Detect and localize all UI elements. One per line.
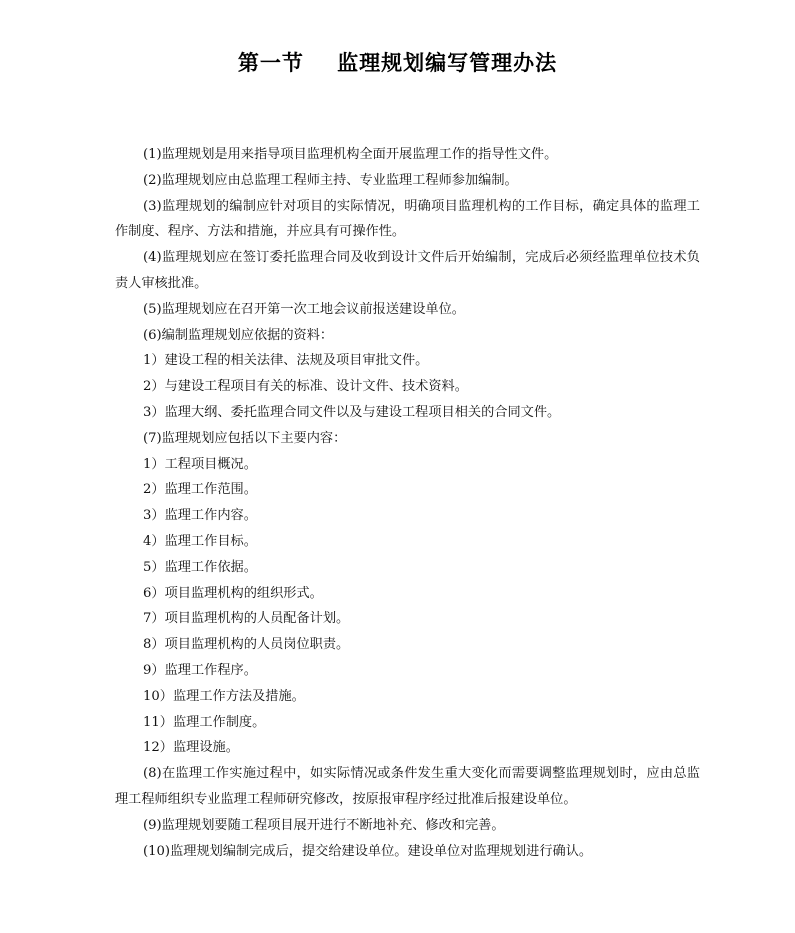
list-item-7-12: 12）监理设施。 <box>143 740 239 756</box>
section-title: 第一节 监理规划编写管理办法 <box>237 51 558 75</box>
list-item-7-3: 3）监理工作内容。 <box>143 508 257 524</box>
list-item-6-2: 2）与建设工程项目有关的标准、设计文件、技术资料。 <box>143 379 468 395</box>
list-item-7-1: 1）工程项目概况。 <box>143 456 257 472</box>
paragraph-7: (7)监理规划应包括以下主要内容： <box>143 430 347 446</box>
paragraph-4: (4)监理规划应在签订委托监理合同及收到设计文件后开始编制，完成后必须经监理单位技术负责人审核批准。 <box>115 250 700 291</box>
list-item-7-10: 10）监理工作方法及措施。 <box>143 688 305 704</box>
list-item-7-6: 6）项目监理机构的组织形式。 <box>143 585 323 601</box>
paragraph-3: (3)监理规划的编制应针对项目的实际情况，明确项目监理机构的工作目标，确定具体的监理工作制度、程序、方法和措施，并应具有可操作性。 <box>115 198 700 240</box>
list-item-7-11: 11）监理工作制度。 <box>143 714 266 730</box>
list-item-7-7: 7）项目监理机构的人员配备计划。 <box>143 611 350 627</box>
paragraph-6: (6)编制监理规划应依据的资料： <box>143 327 334 343</box>
list-item-7-9: 9）监理工作程序。 <box>143 662 257 678</box>
paragraph-9: (9)监理规划要随工程项目展开进行不断地补充、修改和完善。 <box>143 817 505 833</box>
list-item-7-5: 5）监理工作依据。 <box>143 559 257 575</box>
list-item-6-1: 1）建设工程的相关法律、法规及项目审批文件。 <box>143 353 429 369</box>
paragraph-8: (8)在监理工作实施过程中，如实际情况或条件发生重大变化而需要调整监理规划时，应由总监理工程师组织专业监理工程师研究修改，按原报审程序经过批准后报建设单位。 <box>115 766 700 807</box>
paragraph-2: (2)监理规划应由总监理工程师主持、专业监理工程师参加编制。 <box>143 172 518 188</box>
paragraph-1: (1)监理规划是用来指导项目监理机构全面开展监理工作的指导性文件。 <box>143 147 558 162</box>
paragraph-5: (5)监理规划应在召开第一次工地会议前报送建设单位。 <box>143 301 465 317</box>
list-item-7-8: 8）项目监理机构的人员岗位职责。 <box>143 637 350 653</box>
list-item-7-4: 4）监理工作目标。 <box>143 533 257 549</box>
list-item-7-2: 2）监理工作范围。 <box>143 482 257 498</box>
list-item-6-3: 3）监理大纲、委托监理合同文件以及与建设工程项目相关的合同文件。 <box>143 404 561 420</box>
paragraph-10: (10)监理规划编制完成后，提交给建设单位。建设单位对监理规划进行确认。 <box>143 843 593 859</box>
document-body <box>115 142 700 864</box>
